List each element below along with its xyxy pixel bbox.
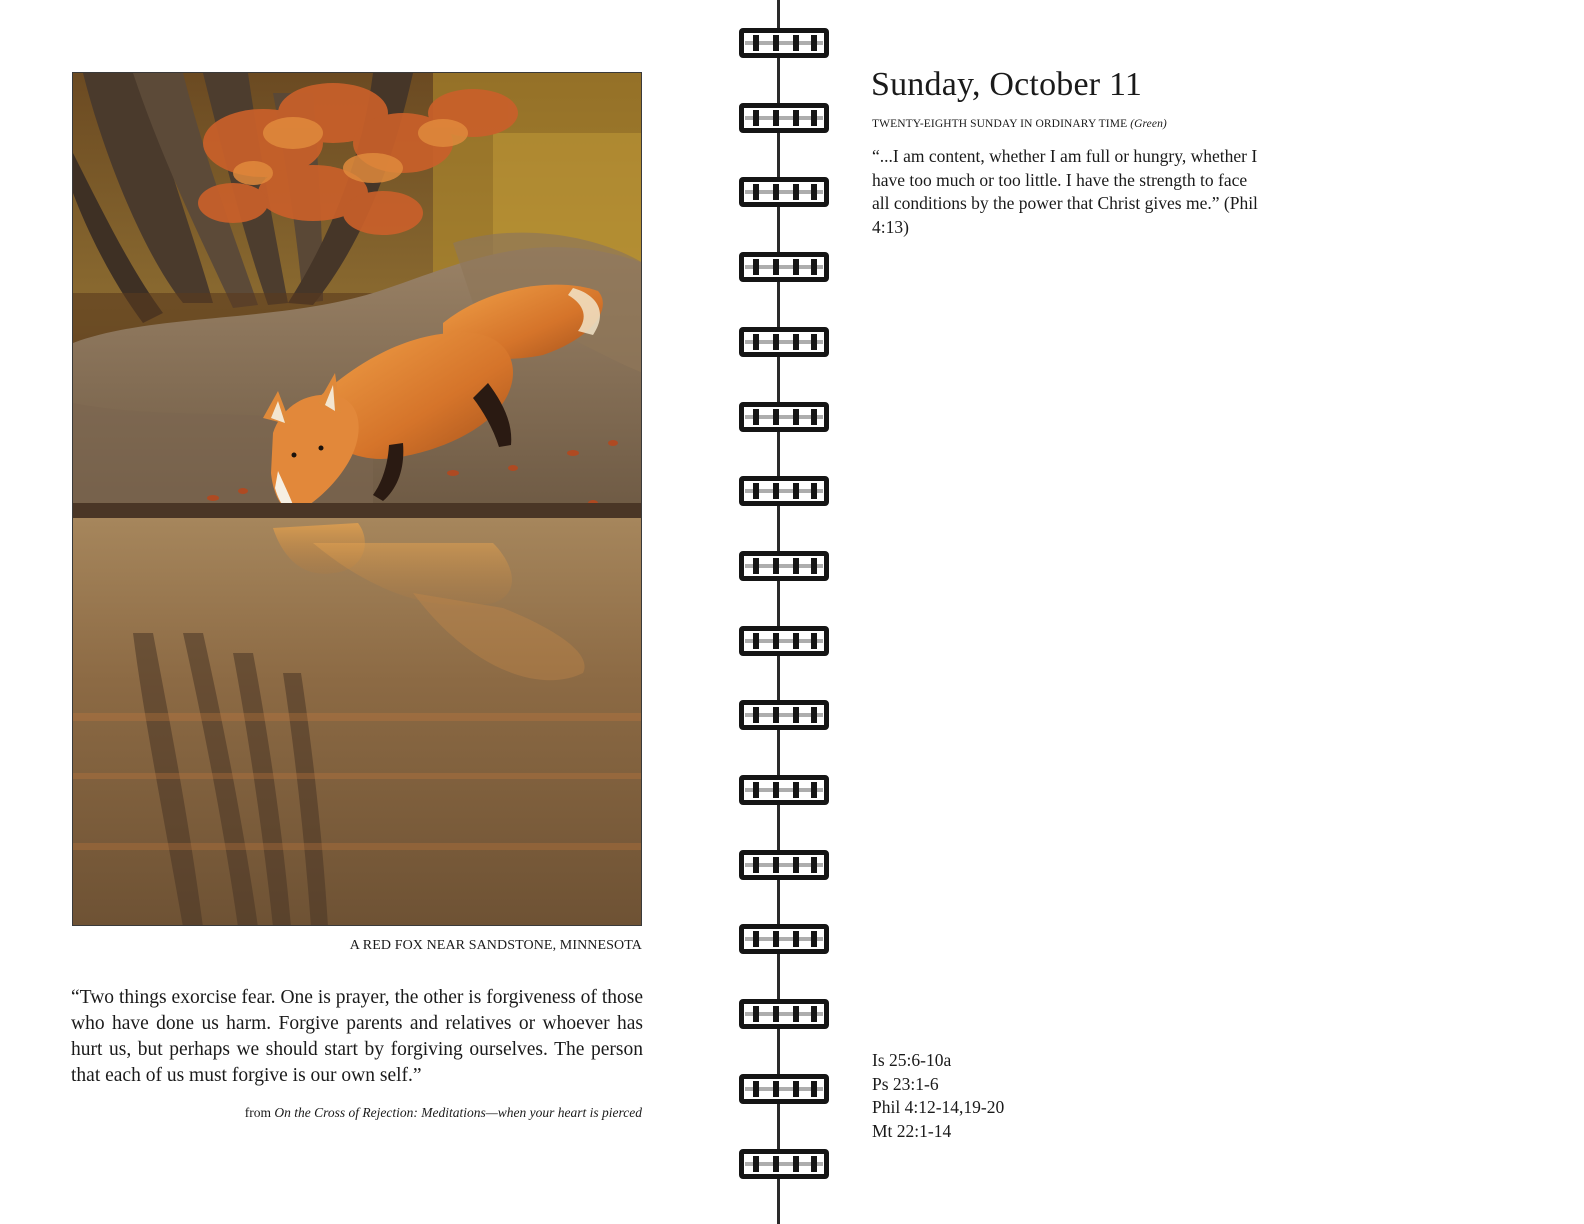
fox-photo-illustration — [73, 73, 642, 926]
reading-item: Phil 4:12-14,19-20 — [872, 1097, 1005, 1118]
binding-ring — [739, 402, 829, 432]
liturgical-day-name: TWENTY-EIGHTH SUNDAY IN ORDINARY TIME — [872, 118, 1128, 130]
source-prefix: from — [244, 1105, 272, 1120]
liturgical-color: (Green) — [1130, 118, 1167, 130]
binding-ring — [739, 626, 829, 656]
binding-ring — [739, 327, 829, 357]
binding-ring — [739, 850, 829, 880]
binding-ring — [739, 551, 829, 581]
binding-ring — [739, 252, 829, 282]
binding-ring — [739, 999, 829, 1029]
page-date: Sunday, October 11 — [871, 66, 1143, 103]
source-title: On the Cross of Rejection: Meditations—when your heart is pierced — [274, 1105, 642, 1120]
reading-item: Ps 23:1-6 — [872, 1073, 939, 1094]
reading-item: Mt 22:1-14 — [872, 1120, 952, 1141]
binding-ring — [739, 1149, 829, 1179]
liturgical-day — [872, 118, 1167, 130]
reflection-quote: “Two things exorcise fear. One is prayer, the other is forgiveness of those who have done us harm. Forgive parents and relatives or whoever has hurt us, but perhaps we should start by forgiving ourselves. The person that each of us must forgive is our own self.” — [71, 987, 643, 1086]
spiral-binding — [730, 0, 840, 1224]
binding-ring — [739, 1074, 829, 1104]
quote-source — [72, 1105, 642, 1121]
scripture-quote: “...I am content, whether I am full or hungry, whether I have too much or too little. I have the strength to face all conditions by the power that Christ gives me.” (Phil 4:13) — [872, 146, 1258, 237]
binding-ring — [739, 476, 829, 506]
reading-item: Is 25:6-10a — [872, 1050, 952, 1070]
binding-ring — [739, 28, 829, 58]
binding-ring — [739, 177, 829, 207]
readings-list — [872, 1049, 1004, 1143]
binding-ring — [739, 103, 829, 133]
binding-ring — [739, 924, 829, 954]
photo-caption: A RED FOX NEAR SANDSTONE, MINNESOTA — [349, 938, 642, 953]
binding-ring — [739, 775, 829, 805]
binding-ring — [739, 700, 829, 730]
fox-photo — [72, 72, 642, 926]
